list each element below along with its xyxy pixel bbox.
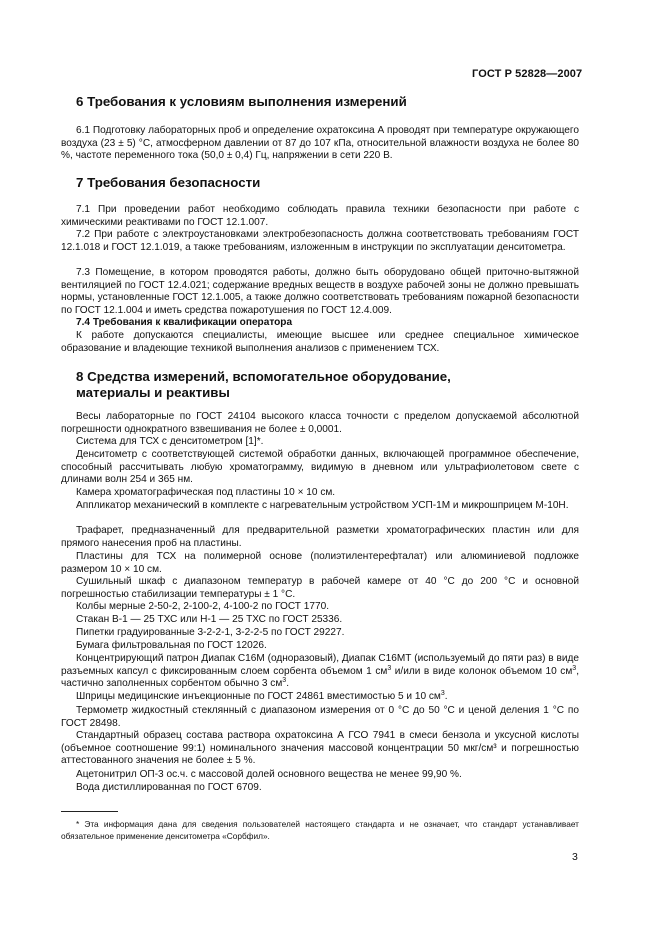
list-item: Денситометр с соответствующей системой обработки данных, включающей программное обеспечение, способный рассчитывать любую хроматограмму, видимую в дневном или ультрафиолетовом свете с длинами волн 254 и 365 нм. [61,449,579,486]
list-item: Трафарет, предназначенный для предварительной разметки хроматографических пластин или для прямого нанесения проб на пластины. [61,525,579,549]
page-number: 3 [572,851,578,863]
list-item: Камера хроматографическая под пластины 10 × 10 см. [76,487,336,498]
footnote-divider [61,811,118,812]
list-item: Весы лабораторные по ГОСТ 24104 высокого класса точности с пределом допускаемой абсолютной погрешности однократного взвешивания не более ± 0,0001. [61,411,579,435]
section-8-title-line1: 8 Средства измерений, вспомогательное оборудование, [76,369,451,384]
list-item: Сушильный шкаф с диапазоном температур в рабочей камере от 40 °С до 200 °С и основной погрешностью стабилизации температуры ± 1 °С. [61,576,579,600]
section-7-4-title: 7.4 Требования к квалификации оператора [76,317,293,328]
list-item: Бумага фильтровальная по ГОСТ 12026. [76,640,267,651]
syringes-paragraph: Шприцы медицинские инъекционные по ГОСТ 24861 вместимостью 5 и 10 $см^3$. [76,690,448,702]
list-item: Колбы мерные 2-50-2, 2-100-2, 4-100-2 по ГОСТ 1770. [76,601,330,612]
section-7-title: 7 Требования безопасности [76,175,261,190]
list-item: Ацетонитрил ОП-3 ос.ч. с массовой долей основного вещества не менее 99,90 %. [76,769,462,780]
list-item: Аппликатор механический в комплекте с нагревательным устройством УСП-1М и микрошприцем М-10Н. [76,500,569,511]
section-8-title-line2: материалы и реактивы [76,385,230,400]
list-item: Стакан В-1 — 25 ТХС или Н-1 — 25 ТХС по ГОСТ 25336. [76,614,343,625]
section-7-4-paragraph: К работе допускаются специалисты, имеющие высшее или среднее специальное химическое образование и владеющие техникой выполнения анализов с применением ТСХ. [61,330,579,354]
list-item: Пластины для ТСХ на полимерной основе (полиэтилентерефталат) или алюминиевой подложке размером 10 × 10 см. [61,551,579,575]
document-header: ГОСТ Р 52828—2007 [472,68,583,80]
section-7-1-paragraph: 7.1 При проведении работ необходимо соблюдать правила техники безопасности при работе с химическими реактивами по ГОСТ 12.1.007. [61,204,579,228]
list-item: Вода дистиллированная по ГОСТ 6709. [76,782,262,793]
section-6-title: 6 Требования к условиям выполнения измерений [76,94,407,109]
cartridge-paragraph: Концентрирующий патрон Диапак С16М (одноразовый), Диапак С16МТ (используемый до пяти раз) в виде разъемных капсул с фиксированным слоем сорбента объемом 1 $см^3$ и/или в виде колонок объемом 10 $см^3$, частично заполненных сорбентом обычно 3 $см^3$. [61,653,580,690]
section-6-1-paragraph: 6.1 Подготовку лабораторных проб и определение охратоксина А проводят при температуре окружающего воздуха (23 ± 5) °С, атмосферном давлении от 87 до 107 кПа, относительной влажности воздуха не более 80 %, частоте переменного тока (50,0 ± 0,4) Гц, напряжении в сети 220 В. [61,125,579,162]
list-item: Стандартный образец состава раствора охратоксина А ГСО 7941 в смеси бензола и уксусной кислоты (объемное соотношение 99:1) номинального значения массовой концентрации 50 мкг/см³ и погрешностью аттестованного значения не более ± 5 %. [61,730,579,767]
section-7-2-paragraph: 7.2 При работе с электроустановками электробезопасность должна соответствовать требованиям ГОСТ 12.1.018 и ГОСТ 12.1.019, а также требованиям, изложенным в инструкции по эксплуатации денситометра. [61,229,579,253]
list-item: Пипетки градуированные 3-2-2-1, 3-2-2-5 по ГОСТ 29227. [76,627,345,638]
section-7-3-paragraph: 7.3 Помещение, в котором проводятся работы, должно быть оборудовано общей приточно-вытяжной вентиляцией по ГОСТ 12.4.021; содержание вредных веществ в воздухе рабочей зоны не должно превышать нормы, установленные ГОСТ 12.1.005, а также должно соответствовать требованиям пожарной безопасности по ГОСТ 12.1.004 и иметь средства пожаротушения по ГОСТ 12.4.009. [61,267,579,316]
footnote: * Эта информация дана для сведения пользователей настоящего стандарта и не означает, что стандарт устанавливает обязательное применение денситометра «Сорбфил». [61,819,579,841]
list-item: Система для ТСХ с денситометром [1]*. [76,436,264,447]
list-item: Термометр жидкостный стеклянный с диапазоном измерения от 0 °С до 50 °С и ценой деления 1 °С по ГОСТ 28498. [61,705,579,729]
